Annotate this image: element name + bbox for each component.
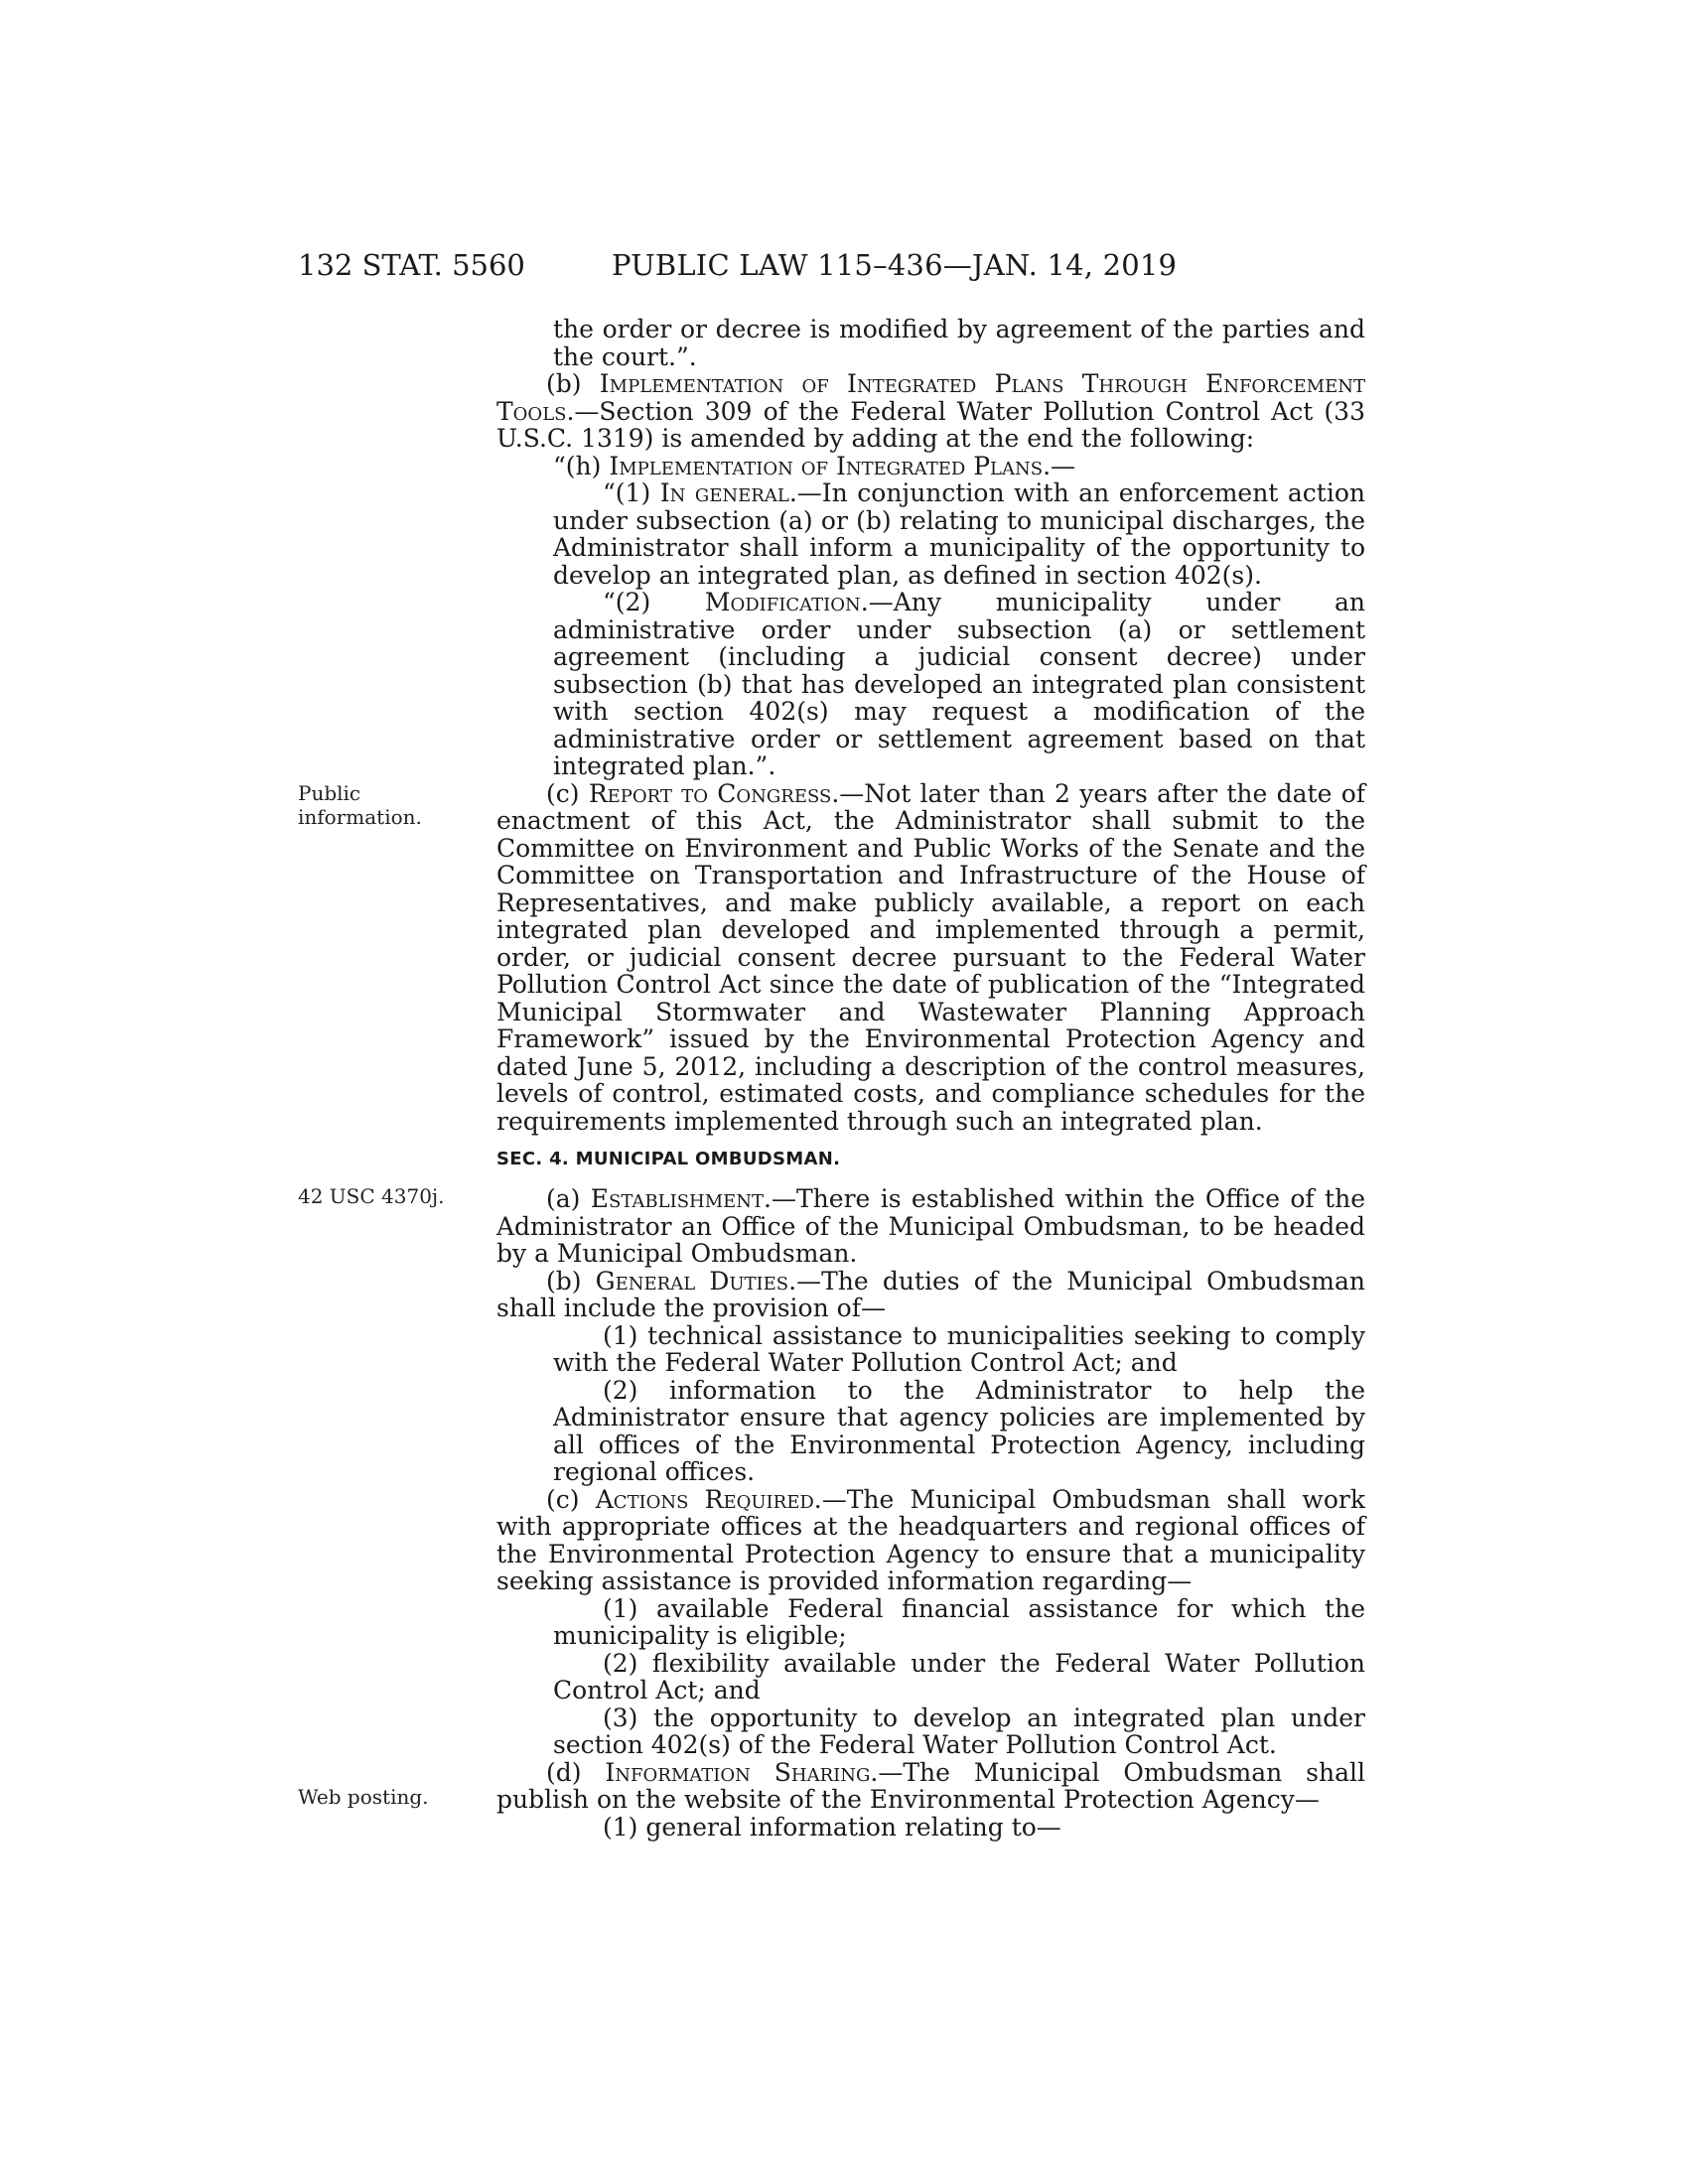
subsection-label: (c)	[546, 778, 589, 808]
subsection-heading: Actions Required.	[595, 1484, 822, 1514]
subsection-text: —The duties of the Municipal Ombudsman shall include the provision of—	[496, 1266, 1366, 1322]
stat-citation: 132 STAT. 5560	[298, 248, 525, 282]
margin-note-public-information	[298, 781, 422, 829]
paragraph-item: (3) the opportunity to develop an integrated plan under section 402(s) of the Federal Water Pollution Control Act.	[553, 1703, 1365, 1759]
subsection-heading: Report to Congress.	[588, 778, 840, 808]
subsection-heading: Modification.	[704, 588, 869, 616]
running-head	[298, 248, 1365, 288]
paragraph-subsection-c	[496, 1486, 1365, 1595]
paragraph-subsection-b	[496, 370, 1365, 453]
subsection-heading: Implementation of Integrated Plans.	[609, 451, 1052, 480]
subsection-text: —Any municipality under an administrative order under subsection (a) or settlement agreement (including a judicial consent decree) under subsection (b) that has developed an integrated plan consistent with section 402(s) may request a modification of the administrative order or settlement agreement based on that integrated plan.”.	[553, 588, 1366, 780]
subsection-heading: Information Sharing.	[605, 1757, 879, 1787]
body-text	[496, 316, 1365, 1841]
subsection-text: —In conjunction with an enforcement action under subsection (a) or (b) relating to municipal discharges, the Administrator shall inform a municipality of the opportunity to develop an integrated plan, as defined in section 402(s).	[553, 478, 1365, 590]
subsection-label: “(1)	[603, 478, 660, 507]
paragraph-item: (1) available Federal financial assistance for which the municipality is eligible;	[553, 1593, 1365, 1650]
law-title: PUBLIC LAW 115–436—JAN. 14, 2019	[612, 248, 1178, 282]
subsection-text: —The Municipal Ombudsman shall work with appropriate offices at the headquarters and regional offices of the Environmental Protection Agency to ensure that a municipality seeking assistance is provided information regarding—	[496, 1484, 1365, 1595]
subsection-label: (b)	[546, 1266, 596, 1296]
subsection-text: —Not later than 2 years after the date of enactment of this Act, the Administrator shall submit to the Committee on Environment and Public Works of the Senate and the Committee on Transportation and Infrastructure of the House of Representatives, and make publicly available, a report on each integrated plan developed and implemented through a permit, order, or judicial consent decree pursuant to the Federal Water Pollution Control Act since the date of publication of the “Integrated Municipal Stormwater and Wastewater Planning Approach Framework” issued by the Environmental Protection Agency and dated June 5, 2012, including a description of the control measures, levels of control, estimated costs, and compliance schedules for the requirements implemented through such an integrated plan.	[496, 778, 1365, 1136]
paragraph-subsection-b	[496, 1268, 1365, 1322]
paragraph-quoted-2	[496, 589, 1365, 780]
margin-note-web-posting: Web posting.	[298, 1785, 429, 1809]
subsection-text: —There is established within the Office of the Administrator an Office of the Municipal Ombudsman, to be headed by a Municipal Ombudsman.	[496, 1184, 1365, 1268]
paragraph-subsection-a	[496, 1185, 1365, 1268]
section-heading: SEC. 4. MUNICIPAL OMBUDSMAN.	[496, 1149, 841, 1169]
paragraph-item: (1) general information relating to—	[603, 1812, 1061, 1842]
paragraph-item: (2) flexibility available under the Federal Water Pollution Control Act; and	[553, 1648, 1365, 1705]
subsection-text: —The Municipal Ombudsman shall publish on the website of the Environmental Protection Agency—	[496, 1757, 1365, 1814]
paragraph: the order or decree is modified by agreement of the parties and the court.”.	[553, 315, 1365, 371]
subsection-text: —	[1051, 451, 1076, 480]
subsection-label: “(2)	[603, 588, 705, 616]
paragraph-subsection-c	[496, 780, 1365, 1136]
paragraph-item: (2) information to the Administrator to help the Administrator ensure that agency policies are implemented by all offices of the Environmental Protection Agency, including regional offices.	[553, 1375, 1365, 1486]
subsection-label: (c)	[546, 1484, 596, 1514]
paragraph-quoted-h	[496, 453, 1365, 480]
subsection-label: (d)	[546, 1757, 606, 1787]
subsection-label: (b)	[546, 369, 600, 398]
margin-note-line: information.	[298, 805, 422, 829]
subsection-heading: Establishment.	[590, 1184, 772, 1213]
paragraph-subsection-d	[496, 1759, 1365, 1814]
subsection-heading: Implementation of Integrated Plans Through Enforcement Tools.	[496, 369, 1365, 426]
subsection-heading: General Duties.	[595, 1266, 797, 1296]
paragraph-item: (1) technical assistance to municipalities seeking to comply with the Federal Water Pollution Control Act; and	[553, 1320, 1365, 1377]
subsection-text: —Section 309 of the Federal Water Pollution Control Act (33 U.S.C. 1319) is amended by adding at the end the following:	[496, 396, 1365, 453]
subsection-heading: In general.	[659, 478, 797, 507]
margin-note-usc-cite: 42 USC 4370j.	[298, 1184, 445, 1208]
subsection-label: “(h)	[553, 451, 610, 480]
paragraph-quoted-1	[496, 479, 1365, 589]
subsection-label: (a)	[546, 1184, 591, 1213]
margin-note-line: Public	[298, 781, 361, 805]
